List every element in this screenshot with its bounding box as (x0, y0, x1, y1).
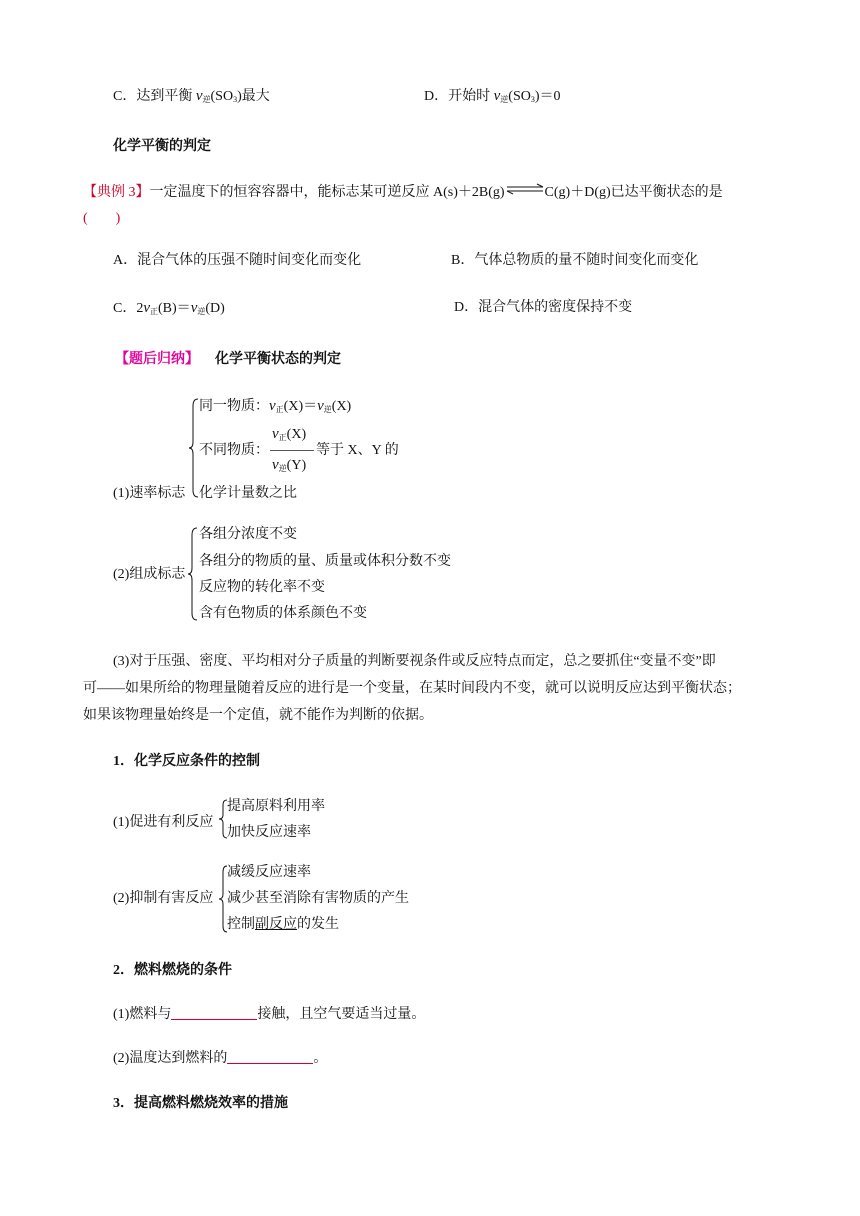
answer-paren: ( ) (83, 211, 121, 226)
rate-diff-tail: 等于 X、Y 的 (316, 443, 399, 458)
suppress-item: 控制副反应的发生 (227, 917, 339, 932)
rate-ratio: 化学计量数之比 (199, 486, 297, 501)
example3-option-c: C．$2v_正(B)=v_逆(D)$ (113, 300, 225, 316)
example3-option-d: D．混合气体的密度保持不变 (454, 300, 633, 315)
composition-item: 各组分浓度不变 (199, 527, 297, 542)
composition-item: 含有色物质的体系颜色不变 (199, 606, 367, 621)
promote-label: (1)促进有利反应 (113, 815, 214, 830)
composition-item: 各组分的物质的量、质量或体积分数不变 (199, 554, 451, 569)
paragraph-line: 可——如果所给的物理量随着反应的进行是一个变量，在某时间段内不变，就可以说明反应达到平衡状态； (83, 681, 741, 696)
summary-header: 【题后归纳】 化学平衡状态的判定 (115, 352, 341, 367)
option-c-prev: C．达到平衡 $v_逆(SO_3)$最大 (113, 88, 270, 104)
promote-item: 加快反应速率 (227, 825, 311, 840)
fill-blank[interactable] (227, 1048, 313, 1064)
section3-title: 3．提高燃料燃烧效率的措施 (113, 1096, 288, 1111)
rate-diff-numerator: $v_正(X)$ (272, 426, 307, 442)
example3-stem: 【典例 3】一定温度下的恒容容器中，能标志某可逆反应 A(s)＋2B(g) C(g)＋D(g)已达平衡状态的是 (83, 185, 723, 200)
section2-item1: (1)燃料与 接触，且空气要适当过量。 (113, 1004, 425, 1025)
section1-title: 1．化学反应条件的控制 (113, 754, 260, 769)
example3-option-b: B．气体总物质的量不随时间变化而变化 (451, 253, 699, 268)
left-brace-icon (187, 527, 199, 621)
fraction-bar (270, 450, 314, 451)
equilibrium-arrow-icon (505, 183, 545, 195)
paragraph-line: 如果该物理量始终是一个定值，就不能作为判断的依据。 (83, 708, 433, 723)
section2-item2: (2)温度达到燃料的 。 (113, 1048, 327, 1069)
suppress-item: 减少甚至消除有害物质的产生 (227, 891, 409, 906)
example3-option-a: A．混合气体的压强不随时间变化而变化 (113, 253, 362, 268)
rate-same-substance: 同一物质：$v_正(X)=v_逆(X)$ (199, 398, 352, 414)
example-tag: 【典例 3】 (83, 185, 150, 200)
rate-label: (1)速率标志 (113, 486, 186, 501)
heading-equilibrium: 化学平衡的判定 (113, 139, 211, 154)
fill-blank[interactable] (171, 1004, 257, 1020)
rate-diff-prefix: 不同物质： (199, 443, 269, 458)
suppress-label: (2)抑制有害反应 (113, 891, 214, 906)
composition-label: (2)组成标志 (113, 567, 186, 582)
composition-item: 反应物的转化率不变 (199, 580, 325, 595)
summary-tag: 【题后归纳】 (115, 352, 199, 367)
option-d-prev: D．开始时 $v_逆(SO_3)=0$ (424, 88, 561, 104)
section2-title: 2．燃料燃烧的条件 (113, 963, 232, 978)
rate-diff-denominator: $v_逆(Y)$ (272, 457, 307, 473)
promote-item: 提高原料利用率 (227, 799, 325, 814)
suppress-item: 减缓反应速率 (227, 865, 311, 880)
paragraph-line: (3)对于压强、密度、平均相对分子质量的判断要视条件或反应特点而定，总之要抓住“变量不变”即 (113, 654, 716, 669)
